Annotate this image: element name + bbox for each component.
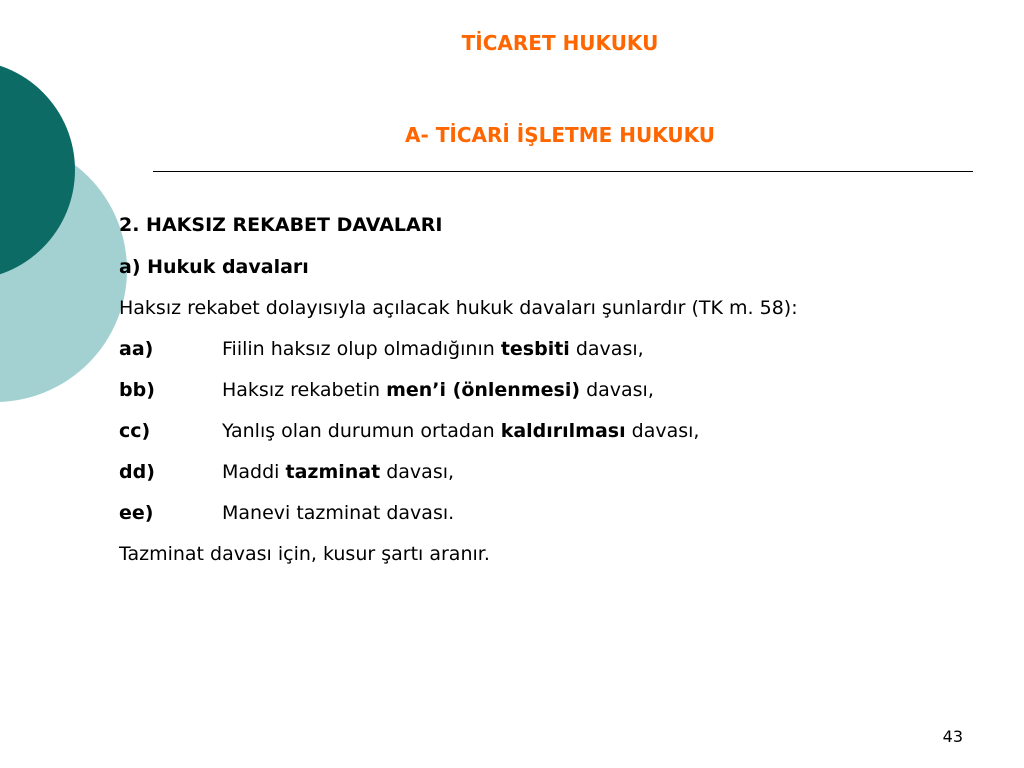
slide-title: TİCARET HUKUKU bbox=[461, 31, 659, 55]
list-item-label: aa) bbox=[119, 338, 154, 360]
list-item-text: Fiilin haksız olup olmadığının tesbiti davası, bbox=[222, 338, 644, 360]
subsection-heading: a) Hukuk davaları bbox=[119, 256, 309, 278]
list-item-label: ee) bbox=[119, 502, 154, 524]
page-number: 43 bbox=[942, 727, 963, 746]
list-item-text: Haksız rekabetin men’i (önlenmesi) davası, bbox=[222, 379, 654, 401]
closing-text: Tazminat davası için, kusur şartı aranır. bbox=[119, 543, 490, 565]
slide-subtitle: A- TİCARİ İŞLETME HUKUKU bbox=[405, 123, 715, 147]
intro-text: Haksız rekabet dolayısıyla açılacak hukuk davaları şunlardır (TK m. 58): bbox=[119, 297, 798, 319]
list-item-text: Yanlış olan durumun ortadan kaldırılması davası, bbox=[222, 420, 700, 442]
list-item-label: cc) bbox=[119, 420, 151, 442]
section-heading: 2. HAKSIZ REKABET DAVALARI bbox=[119, 214, 443, 236]
list-item-text: Manevi tazminat davası. bbox=[222, 502, 455, 524]
list-item-label: dd) bbox=[119, 461, 155, 483]
title-divider bbox=[153, 171, 973, 172]
list-item-text: Maddi tazminat davası, bbox=[222, 461, 455, 483]
list-item-label: bb) bbox=[119, 379, 155, 401]
